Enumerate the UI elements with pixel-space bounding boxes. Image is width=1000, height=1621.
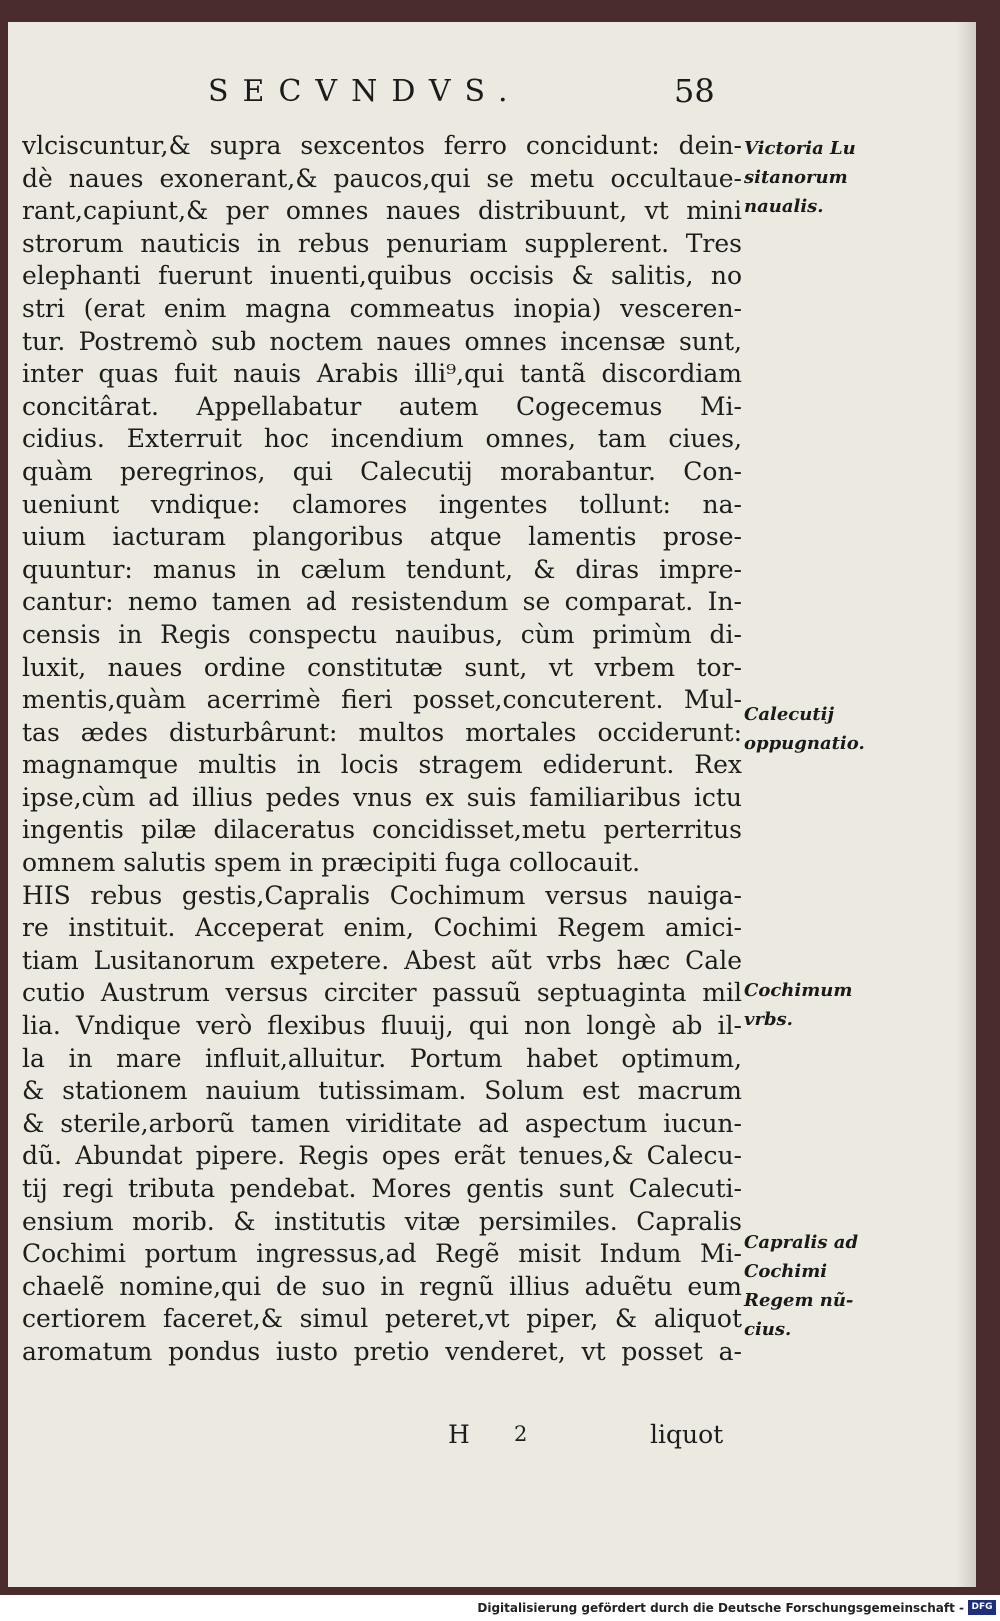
marginal-note-capralis	[744, 1228, 884, 1344]
note-line: Victoria Lu	[744, 138, 856, 159]
text-line: tas ædes disturbârunt: multos mortales occiderunt:	[22, 717, 742, 747]
page-number: 58	[674, 72, 715, 110]
text-line: tur. Postremò sub noctem naues omnes incensæ sunt,	[22, 326, 742, 356]
text-line: rant,capiunt,& per omnes naues distribuunt, vt mini	[22, 196, 742, 226]
text-line: magnamque multis in locis stragem ediderunt. Rex	[22, 750, 742, 780]
note-line: Cochimum	[744, 980, 853, 1001]
note-line: Capralis ad	[744, 1232, 859, 1253]
text-line: ueniunt vndique: clamores ingentes tollunt: na-	[22, 489, 742, 519]
note-line: oppugnatio.	[744, 733, 865, 754]
main-text-block	[22, 130, 742, 1369]
page-edge-shadow	[956, 22, 976, 1587]
text-line: censis in Regis conspectu nauibus, cùm primùm di-	[22, 619, 742, 649]
text-line: HIS rebus gestis,Capralis Cochimum versus nauiga-	[22, 880, 742, 910]
text-line: certiorem faceret,& simul peteret,vt piper, & aliquot	[22, 1304, 742, 1334]
note-line: Cochimi	[744, 1261, 828, 1282]
text-line: & stationem nauium tutissimam. Solum est macrum	[22, 1076, 742, 1106]
digitization-footer	[0, 1596, 1000, 1621]
text-line: elephanti fuerunt inuenti,quibus occisis & salitis, no	[22, 261, 742, 291]
text-line: cutio Austrum versus circiter passuũ septuaginta mil	[22, 978, 742, 1008]
text-line: aromatum pondus iusto pretio venderet, vt posset a-	[22, 1336, 742, 1366]
text-line: dè naues exonerant,& paucos,qui se metu occultaue-	[22, 163, 742, 193]
note-line: sitanorum	[744, 167, 848, 188]
text-line: cantur: nemo tamen ad resistendum se comparat. In-	[22, 587, 742, 617]
text-line: dũ. Abundat pipere. Regis opes erãt tenues,& Calecu-	[22, 1141, 742, 1171]
text-line: Cochimi portum ingressus,ad Regẽ misit Indum Mi-	[22, 1239, 742, 1269]
text-line: omnem salutis spem in præcipiti fuga collocauit.	[22, 848, 641, 878]
text-line: la in mare influit,alluitur. Portum habet optimum,	[22, 1043, 742, 1073]
text-line: tij regi tributa pendebat. Mores gentis sunt Calecuti-	[22, 1174, 742, 1203]
text-line: cidius. Exterruit hoc incendium omnes, tam ciues,	[22, 424, 742, 454]
running-head: SECVNDVS.	[208, 74, 522, 109]
text-line: lia. Vndique verò flexibus fluuij, qui non longè ab il-	[22, 1011, 742, 1041]
marginal-note-cochimum	[744, 976, 884, 1034]
text-line: re instituit. Acceperat enim, Cochimi Regem amici-	[22, 913, 742, 943]
text-line: ensium morib. & institutis vitæ persimiles. Capralis	[22, 1206, 742, 1236]
text-line: quuntur: manus in cælum tendunt, & diras impre-	[22, 554, 742, 584]
text-line: strorum nauticis in rebus penuriam supplerent. Tres	[22, 228, 742, 258]
text-line: ingentis pilæ dilaceratus concidisset,metu perterritus	[22, 815, 742, 845]
note-line: naualis.	[744, 196, 824, 217]
text-line: luxit, naues ordine constitutæ sunt, vt vrbem tor-	[22, 652, 742, 682]
text-line: inter quas fuit nauis Arabis illi⁹,qui tantã discordiam	[22, 359, 742, 389]
note-line: cius.	[744, 1319, 792, 1340]
text-line: ipse,cùm ad illius pedes vnus ex suis familiaribus ictu	[22, 782, 742, 812]
text-line: quàm peregrinos, qui Calecutij morabantur. Con-	[22, 456, 742, 486]
text-line: chaelẽ nomine,qui de suo in regnũ illius aduẽtu eum	[22, 1271, 742, 1301]
signature-number: 2	[514, 1422, 528, 1446]
text-line: stri (erat enim magna commeatus inopia) vesceren-	[22, 293, 742, 323]
marginal-note-victoria	[744, 134, 884, 221]
marginal-note-calecutij	[744, 700, 884, 758]
catchline	[22, 1420, 742, 1454]
text-line: mentis,quàm acerrimè fieri posset,concuterent. Mul-	[22, 685, 742, 715]
book-page	[8, 22, 976, 1587]
text-line: concitârat. Appellabatur autem Cogecemus Mi-	[22, 391, 742, 421]
footer-credit: Digitalisierung gefördert durch die Deutsche Forschungsgemeinschaft -	[477, 1601, 964, 1615]
note-line: vrbs.	[744, 1009, 793, 1030]
text-line: tiam Lusitanorum expetere. Abest aũt vrbs hæc Cale	[22, 945, 742, 975]
text-line: & sterile,arborũ tamen viriditate ad aspectum iucun-	[22, 1108, 742, 1138]
catchword: liquot	[650, 1420, 724, 1449]
note-line: Regem nũ-	[744, 1290, 854, 1311]
text-line: uium iacturam plangoribus atque lamentis prose-	[22, 522, 742, 552]
signature-mark: H	[448, 1420, 470, 1449]
dfg-logo: DFG	[968, 1600, 996, 1615]
note-line: Calecutij	[744, 704, 834, 725]
text-line: vlciscuntur,& supra sexcentos ferro concidunt: dein-	[22, 131, 742, 160]
